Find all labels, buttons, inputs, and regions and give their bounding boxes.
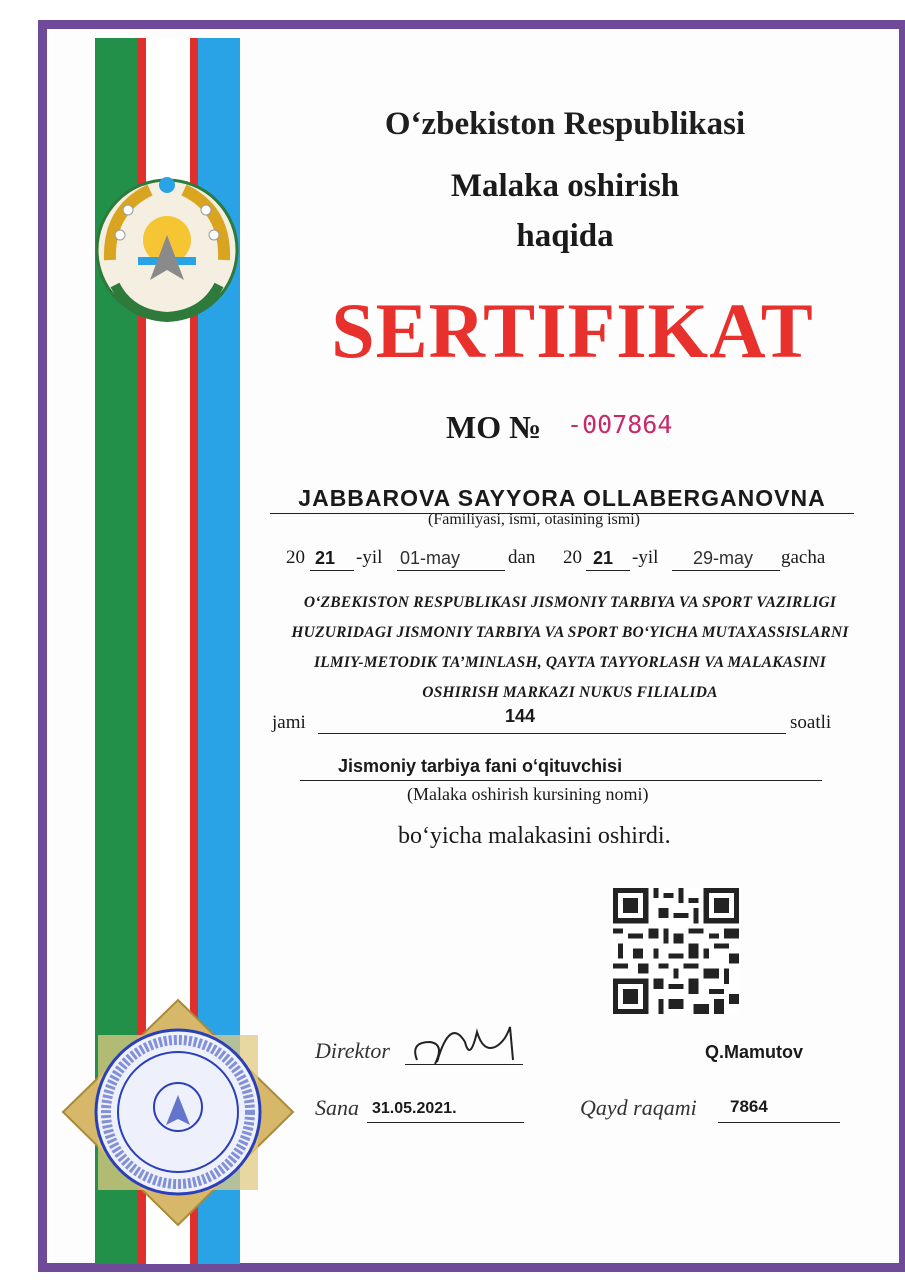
number-prefix: MO №: [446, 409, 542, 445]
recipient-name-caption: (Familiyasi, ismi, otasining ismi): [428, 511, 640, 528]
period-century-2: 20: [563, 547, 582, 568]
period-year-1: 21: [315, 548, 336, 568]
date-value: 31.05.2021.: [372, 1100, 457, 1117]
director-name: Q.Mamutov: [705, 1042, 804, 1062]
hours-soatli: soatli: [790, 712, 832, 733]
period-gacha: gacha: [781, 547, 826, 568]
period-start-date: 01-may: [400, 548, 461, 568]
hours-value: 144: [505, 706, 536, 726]
course-name-caption: (Malaka oshirish kursining nomi): [407, 784, 649, 804]
course-result: bo‘yicha malakasini oshirdi.: [398, 823, 671, 849]
certificate-number: -007864: [567, 410, 673, 439]
period-dan: dan: [508, 547, 536, 568]
period-yil-1: -yil: [356, 547, 383, 568]
organization-line-3: ILMIY-METODIK TA’MINLASH, QAYTA TAYYORLASH VA MALAKASINI: [314, 654, 826, 671]
state-emblem-icon: [90, 165, 245, 325]
organization-line-1: O‘ZBEKISTON RESPUBLIKASI JISMONIY TARBIYA VA SPORT VAZIRLIGI: [303, 594, 837, 611]
country-title: O‘zbekiston Respublikasi: [384, 106, 746, 142]
recipient-name: JABBAROVA SAYYORA OLLABERGANOVNA: [270, 485, 854, 514]
course-name: Jismoniy tarbiya fani o‘qituvchisi: [338, 756, 623, 776]
organization-line-4: OSHIRISH MARKAZI NUKUS FILIALIDA: [422, 684, 718, 701]
period-century-1: 20: [286, 547, 305, 568]
organization-line-2: HUZURIDAGI JISMONIY TARBIYA VA SPORT BO‘YICHA MUTAXASSISLARNI: [291, 624, 849, 641]
date-label: Sana: [315, 1095, 359, 1120]
signature-icon: [405, 1012, 525, 1072]
qr-code-icon: [612, 888, 740, 1014]
hours-jami: jami: [272, 712, 306, 733]
registration-label: Qayd raqami: [580, 1095, 697, 1120]
title-line-3: haqida: [516, 218, 614, 254]
period-year-2: 21: [593, 548, 614, 568]
period-end-date: 29-may: [693, 548, 754, 568]
director-label: Direktor: [315, 1038, 390, 1063]
title-line-2: Malaka oshirish: [450, 168, 680, 204]
registration-value: 7864: [730, 1097, 768, 1116]
official-seal-icon: [58, 995, 298, 1230]
document-type-title: SERTIFIKAT: [331, 287, 814, 374]
period-yil-2: -yil: [632, 547, 659, 568]
